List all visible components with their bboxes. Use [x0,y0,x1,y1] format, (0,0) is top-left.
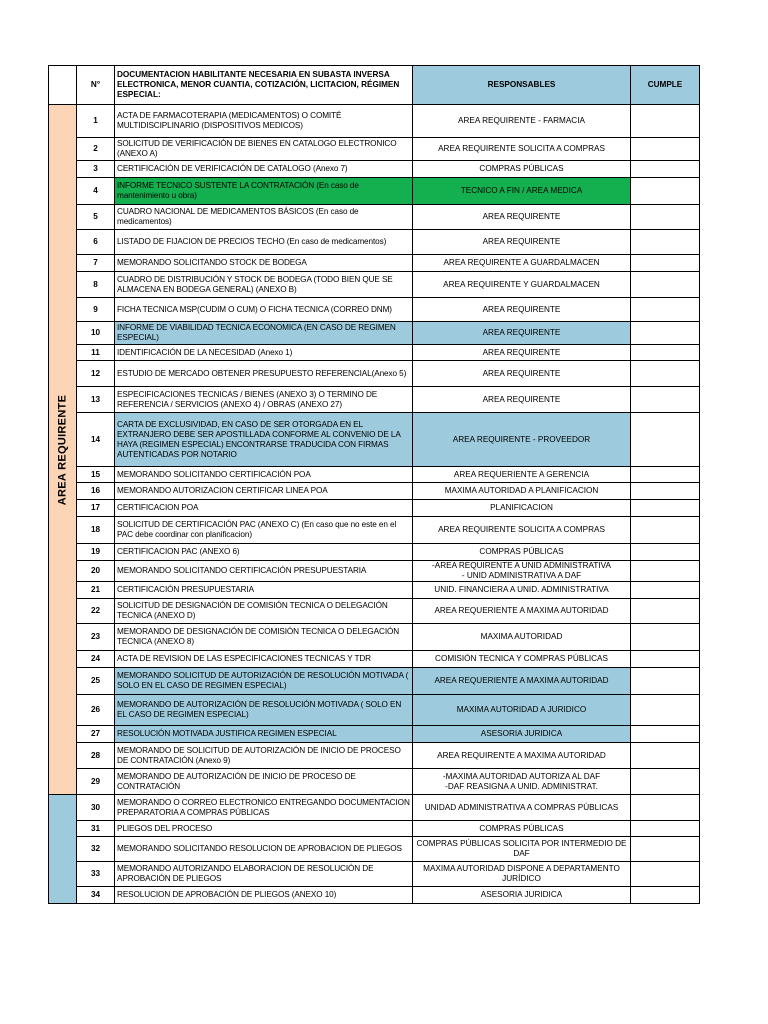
row-cumple-cell [631,624,700,651]
row-cumple-cell [631,467,700,483]
row-cumple-cell [631,599,700,624]
table-row [49,500,700,517]
row-number: 32 [77,837,115,862]
row-responsable: MAXIMA AUTORIDAD A PLANIFICACION [413,483,631,500]
row-cumple-cell [631,322,700,345]
table-row [49,837,700,862]
table-row [49,862,700,887]
table-row [49,726,700,743]
table-row [49,230,700,255]
row-responsable: AREA REQUIRENTE A GUARDALMACEN [413,255,631,272]
row-cumple-cell [631,561,700,582]
table-row [49,161,700,178]
row-number: 8 [77,272,115,298]
table-row [49,651,700,668]
row-document: MEMORANDO DE SOLICITUD DE AUTORIZACIÓN DE INICIO DE PROCESO DE CONTRATACIÓN (Anexo 9) [115,743,413,769]
table-row [49,178,700,205]
table-row [49,517,700,544]
row-document: ACTA DE FARMACOTERAPIA (MEDICAMENTOS) O COMITÉ MULTIDISCIPLINARIO (DISPOSITIVOS MEDICOS) [115,105,413,138]
row-number: 33 [77,862,115,887]
header-row [49,66,700,105]
row-responsable: AREA REQUIRENTE [413,361,631,387]
category-second-block [49,795,77,904]
table-row [49,743,700,769]
row-number: 29 [77,769,115,795]
header-documentation: DOCUMENTACION HABILITANTE NECESARIA EN SUBASTA INVERSA ELECTRONICA, MENOR CUANTIA, COTIZACIÓN, LICITACION, RÉGIMEN ESPECIAL: [115,66,413,105]
row-responsable: -MAXIMA AUTORIDAD AUTORIZA AL DAF -DAF REASIGNA A UNID. ADMINISTRAT. [413,769,631,795]
row-document: IDENTIFICACIÓN DE LA NECESIDAD (Anexo 1) [115,345,413,361]
row-responsable: ASESORIA JURIDICA [413,887,631,904]
row-document: MEMORANDO O CORREO ELECTRONICO ENTREGANDO DOCUMENTACION PREPARATORIA A COMPRAS PÚBLICAS [115,795,413,821]
row-number: 4 [77,178,115,205]
row-cumple-cell [631,205,700,230]
row-number: 31 [77,821,115,837]
table-body [49,105,700,904]
row-document: CERTIFICACION PAC (ANEXO 6) [115,544,413,561]
row-document: CERTIFICACIÓN PRESUPUESTARIA [115,582,413,599]
table-row [49,795,700,821]
row-cumple-cell [631,743,700,769]
table-row [49,298,700,322]
row-cumple-cell [631,582,700,599]
row-document: SOLICITUD DE DESIGNACIÓN DE COMISIÓN TECNICA O DELEGACIÓN TECNICA (ANEXO D) [115,599,413,624]
row-responsable: AREA REQUIRENTE [413,322,631,345]
table-row [49,105,700,138]
row-responsable: AREA REQUIRENTE SOLICITA A COMPRAS [413,517,631,544]
row-number: 14 [77,413,115,467]
row-number: 12 [77,361,115,387]
row-cumple-cell [631,105,700,138]
row-document: MEMORANDO SOLICITANDO STOCK DE BODEGA [115,255,413,272]
row-document: RESOLUCIÓN MOTIVADA JUSTIFICA REGIMEN ESPECIAL [115,726,413,743]
row-number: 17 [77,500,115,517]
row-responsable: AREA REQUIRENTE Y GUARDALMACEN [413,272,631,298]
row-number: 15 [77,467,115,483]
row-responsable: AREA REQUERIENTE A GERENCIA [413,467,631,483]
row-number: 7 [77,255,115,272]
row-responsable: AREA REQUIRENTE A MAXIMA AUTORIDAD [413,743,631,769]
row-document: CUADRO NACIONAL DE MEDICAMENTOS BÁSICOS (En caso de medicamentos) [115,205,413,230]
row-responsable: UNIDAD ADMINISTRATIVA A COMPRAS PÚBLICAS [413,795,631,821]
row-responsable: MAXIMA AUTORIDAD DISPONE A DEPARTAMENTO JURÍDICO [413,862,631,887]
row-document: INFORME TECNICO SUSTENTE LA CONTRATACIÓN (En caso de mantenimiento u obra) [115,178,413,205]
row-responsable: COMPRAS PÚBLICAS [413,544,631,561]
row-number: 11 [77,345,115,361]
row-responsable: ASESORIA JURIDICA [413,726,631,743]
row-number: 16 [77,483,115,500]
header-responsables: RESPONSABLES [413,66,631,105]
row-number: 34 [77,887,115,904]
table-row [49,205,700,230]
row-cumple-cell [631,695,700,726]
row-number: 13 [77,387,115,413]
row-document: RESOLUCION DE APROBACIÓN DE PLIEGOS (ANEXO 10) [115,887,413,904]
row-responsable: AREA REQUIRENTE - FARMACIA [413,105,631,138]
row-number: 10 [77,322,115,345]
row-cumple-cell [631,862,700,887]
row-document: SOLICITUD DE CERTIFICACIÓN PAC (ANEXO C) (En caso que no este en el PAC debe coordinar con planificacion) [115,517,413,544]
row-document: CERTIFICACIÓN DE VERIFICACIÓN DE CATALOGO (Anexo 7) [115,161,413,178]
row-document: MEMORANDO AUTORIZACION CERTIFICAR LINEA POA [115,483,413,500]
row-number: 1 [77,105,115,138]
row-number: 6 [77,230,115,255]
requirements-table [48,65,700,904]
row-document: PLIEGOS DEL PROCESO [115,821,413,837]
row-number: 28 [77,743,115,769]
row-document: MEMORANDO SOLICITANDO CERTIFICACIÓN PRESUPUESTARIA [115,561,413,582]
row-document: CARTA DE EXCLUSIVIDAD, EN CASO DE SER OTORGADA EN EL EXTRANJERO DEBE SER APOSTILLADA CONFORME AL CONVENIO DE LA HAYA (REGIMEN ESPECIAL) ENCONTRARSE TRADUCIDA CON FIRMAS AUTENTICADAS POR NOTARIO [115,413,413,467]
table-row [49,887,700,904]
row-document: ESPECIFICACIONES TECNICAS / BIENES (ANEXO 3) O TERMINO DE REFERENCIA / SERVICIOS (ANEXO 4) / OBRAS (ANEXO 27) [115,387,413,413]
row-number: 2 [77,138,115,161]
row-document: MEMORANDO SOLICITANDO CERTIFICACIÓN POA [115,467,413,483]
row-responsable: -AREA REQUIRENTE A UNID ADMINISTRATIVA - UNID ADMINISTRATIVA A DAF [413,561,631,582]
row-number: 25 [77,668,115,695]
header-number: N° [77,66,115,105]
category-area-requirente [49,105,77,795]
row-number: 19 [77,544,115,561]
row-responsable: AREA REQUERIENTE A MAXIMA AUTORIDAD [413,599,631,624]
row-responsable: AREA REQUIRENTE [413,205,631,230]
row-number: 30 [77,795,115,821]
row-document: ACTA DE REVISION DE LAS ESPECIFICACIONES TECNICAS Y TDR [115,651,413,668]
row-number: 18 [77,517,115,544]
table-row [49,255,700,272]
row-number: 3 [77,161,115,178]
table-row [49,413,700,467]
row-cumple-cell [631,178,700,205]
row-document: MEMORANDO DE DESIGNACIÓN DE COMISIÓN TECNICA O DELEGACIÓN TECNICA (ANEXO 8) [115,624,413,651]
row-document: CERTIFICACION POA [115,500,413,517]
row-responsable: COMPRAS PÚBLICAS [413,821,631,837]
row-cumple-cell [631,138,700,161]
row-responsable: AREA REQUIRENTE [413,230,631,255]
row-number: 23 [77,624,115,651]
row-responsable: AREA REQUIRENTE SOLICITA A COMPRAS [413,138,631,161]
row-document: INFORME DE VIABILIDAD TECNICA ECONOMICA (EN CASO DE REGIMEN ESPECIAL) [115,322,413,345]
row-number: 22 [77,599,115,624]
table-row [49,322,700,345]
row-cumple-cell [631,161,700,178]
row-responsable: COMPRAS PÚBLICAS [413,161,631,178]
row-cumple-cell [631,544,700,561]
row-document: MEMORANDO AUTORIZANDO ELABORACION DE RESOLUCIÓN DE APROBACIÓN DE PLIEGOS [115,862,413,887]
row-document: MEMORANDO SOLICITUD DE AUTORIZACIÓN DE RESOLUCIÓN MOTIVADA ( SOLO EN EL CASO DE REGIMEN ESPECIAL) [115,668,413,695]
header-blank-cell [49,66,77,105]
row-cumple-cell [631,387,700,413]
row-cumple-cell [631,795,700,821]
row-responsable: PLANIFICACION [413,500,631,517]
row-responsable: COMPRAS PÚBLICAS SOLICITA POR INTERMEDIO DE DAF [413,837,631,862]
row-number: 9 [77,298,115,322]
row-document: MEMORANDO DE AUTORIZACIÓN DE RESOLUCIÓN MOTIVADA ( SOLO EN EL CASO DE REGIMEN ESPECIAL) [115,695,413,726]
table-row [49,624,700,651]
row-cumple-cell [631,272,700,298]
row-responsable: AREA REQUIRENTE - PROVEEDOR [413,413,631,467]
row-cumple-cell [631,769,700,795]
row-document: LISTADO DE FIJACION DE PRECIOS TECHO (En caso de medicamentos) [115,230,413,255]
row-responsable: COMISIÓN TECNICA Y COMPRAS PÚBLICAS [413,651,631,668]
row-cumple-cell [631,345,700,361]
row-number: 20 [77,561,115,582]
table-row [49,361,700,387]
row-responsable: AREA REQUIRENTE [413,298,631,322]
table-row [49,467,700,483]
table-row [49,821,700,837]
row-number: 27 [77,726,115,743]
row-cumple-cell [631,230,700,255]
table-row [49,387,700,413]
table-row [49,483,700,500]
row-document: CUADRO DE DISTRIBUCIÓN Y STOCK DE BODEGA (TODO BIEN QUE SE ALMACENA EN BODEGA GENERAL) (ANEXO B) [115,272,413,298]
category-label: AREA REQUIRENTE [55,394,68,505]
table-row [49,695,700,726]
row-cumple-cell [631,887,700,904]
table-row [49,561,700,582]
row-cumple-cell [631,821,700,837]
table-row [49,272,700,298]
row-cumple-cell [631,361,700,387]
row-number: 21 [77,582,115,599]
row-cumple-cell [631,668,700,695]
table-row [49,138,700,161]
row-cumple-cell [631,837,700,862]
table-row [49,668,700,695]
row-responsable: TECNICO A FIN / AREA MEDICA [413,178,631,205]
row-cumple-cell [631,517,700,544]
row-responsable: AREA REQUERIENTE A MAXIMA AUTORIDAD [413,668,631,695]
row-document: SOLICITUD DE VERIFICACIÓN DE BIENES EN CATALOGO ELECTRONICO (ANEXO A) [115,138,413,161]
table-row [49,769,700,795]
row-number: 26 [77,695,115,726]
table-row [49,582,700,599]
row-responsable: AREA REQUIRENTE [413,387,631,413]
row-document: ESTUDIO DE MERCADO OBTENER PRESUPUESTO REFERENCIAL(Anexo 5) [115,361,413,387]
row-document: MEMORANDO DE AUTORIZACIÓN DE INICIO DE PROCESO DE CONTRATACIÓN [115,769,413,795]
table-row [49,599,700,624]
table-row [49,544,700,561]
row-cumple-cell [631,483,700,500]
header-cumple: CUMPLE [631,66,700,105]
row-cumple-cell [631,255,700,272]
row-number: 5 [77,205,115,230]
table-row [49,345,700,361]
row-responsable: AREA REQUIRENTE [413,345,631,361]
row-responsable: UNID. FINANCIERA A UNID. ADMINISTRATIVA [413,582,631,599]
row-number: 24 [77,651,115,668]
row-cumple-cell [631,726,700,743]
row-responsable: MAXIMA AUTORIDAD A JURIDICO [413,695,631,726]
row-cumple-cell [631,298,700,322]
row-document: MEMORANDO SOLICITANDO RESOLUCION DE APROBACION DE PLIEGOS [115,837,413,862]
row-cumple-cell [631,500,700,517]
row-document: FICHA TECNICA MSP(CUDIM O CUM) O FICHA TECNICA (CORREO DNM) [115,298,413,322]
row-cumple-cell [631,651,700,668]
row-responsable: MAXIMA AUTORIDAD [413,624,631,651]
row-cumple-cell [631,413,700,467]
